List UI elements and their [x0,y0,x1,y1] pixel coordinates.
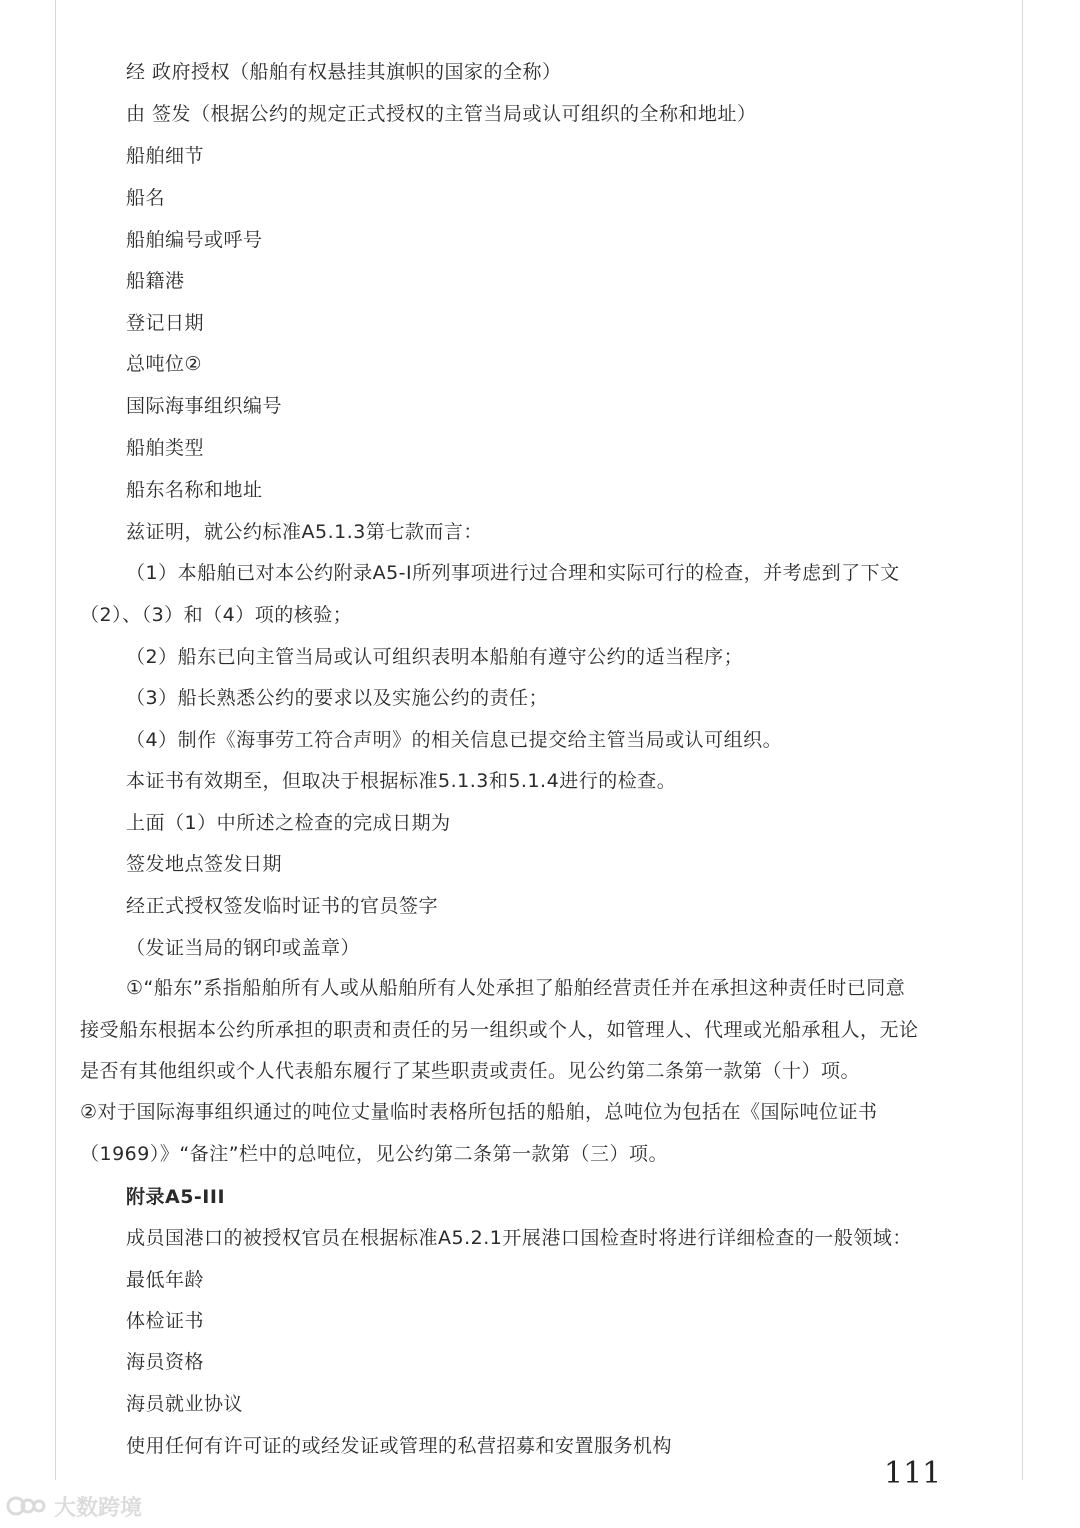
text-line-employment-agreement: 海员就业协议 [126,1393,244,1415]
text-line-date-of-registry: 登记日期 [126,312,205,334]
text-line-seal: （发证当局的钢印或盖章） [126,937,361,959]
text-line-item-3: （3）船长熟悉公约的要求以及实施公约的责任； [126,687,549,709]
appendix-heading: 附录A5-III [126,1186,226,1208]
text-line-qualifications: 海员资格 [126,1351,205,1373]
text-line-imo-number: 国际海事组织编号 [126,395,283,417]
text-line-appendix-intro: 成员国港口的被授权官员在根据标准A5.2.1开展港口国检查时将进行详细检查的一般领域： [126,1227,912,1249]
page-border-left [55,0,56,1480]
text-line-port-of-registry: 船籍港 [126,270,185,292]
logo-icon [6,1493,50,1519]
text-line-item-1: （1）本船舶已对本公约附录A5-Ⅰ所列事项进行过合理和实际可行的检查，并考虑到了下文 [126,562,900,584]
page-border-right [1022,0,1023,1480]
text-line-footnote-2-cont: （1969）》“备注”栏中的总吨位，见公约第二条第一款第（三）项。 [80,1143,669,1165]
text-line-place-date: 签发地点签发日期 [126,853,283,875]
text-line-minimum-age: 最低年龄 [126,1269,205,1291]
watermark [6,1490,142,1522]
text-line-certify: 兹证明，就公约标准A5.1.3第七款而言： [126,521,483,543]
text-line-validity: 本证书有效期至，但取决于根据标准5.1.3和5.1.4进行的检查。 [126,770,677,792]
text-line-footnote-1-cont: 接受船东根据本公约所承担的职责和责任的另一组织或个人，如管理人、代理或光船承租人，无论 [80,1019,919,1041]
text-line-footnote-2: ②对于国际海事组织通过的吨位丈量临时表格所包括的船舶，总吨位为包括在《国际吨位证书 [80,1101,878,1123]
page-number: 111 [884,1456,942,1491]
text-line-footnote-1-end: 是否有其他组织或个人代表船东履行了某些职责或责任。见公约第二条第一款第（十）项。 [80,1060,861,1082]
text-line-call-sign: 船舶编号或呼号 [126,229,263,251]
text-line-ship-type: 船舶类型 [126,437,205,459]
text-line-gross-tonnage: 总吨位② [126,353,203,375]
text-line-footnote-1: ①“船东”系指船舶所有人或从船舶所有人处承担了船舶经营责任并在承担这种责任时已同意 [126,977,906,999]
text-line-signature: 经正式授权签发临时证书的官员签字 [126,895,439,917]
text-line-issued-by: 由 签发（根据公约的规定正式授权的主管当局或认可组织的全称和地址） [126,103,757,125]
text-line-item-1-cont: （2）、（3）和（4）项的核验； [80,604,353,626]
text-line-item-2: （2）船东已向主管当局或认可组织表明本船舶有遵守公约的适当程序； [126,646,744,668]
text-line-shipowner: 船东名称和地址 [126,479,263,501]
text-line-recruitment-services: 使用任何有许可证的或经发证或管理的私营招募和安置服务机构 [126,1435,673,1457]
text-line-ship-name: 船名 [126,187,166,209]
text-line-medical-certificate: 体检证书 [126,1310,205,1332]
watermark-text: 大数跨境 [54,1495,143,1521]
text-line-ship-details: 船舶细节 [126,145,205,167]
text-line-item-4: （4）制作《海事劳工符合声明》的相关信息已提交给主管当局或认可组织。 [126,729,783,751]
text-line-authority: 经 政府授权（船舶有权悬挂其旗帜的国家的全称） [126,61,562,83]
text-line-inspection-date: 上面（1）中所述之检查的完成日期为 [126,812,451,834]
